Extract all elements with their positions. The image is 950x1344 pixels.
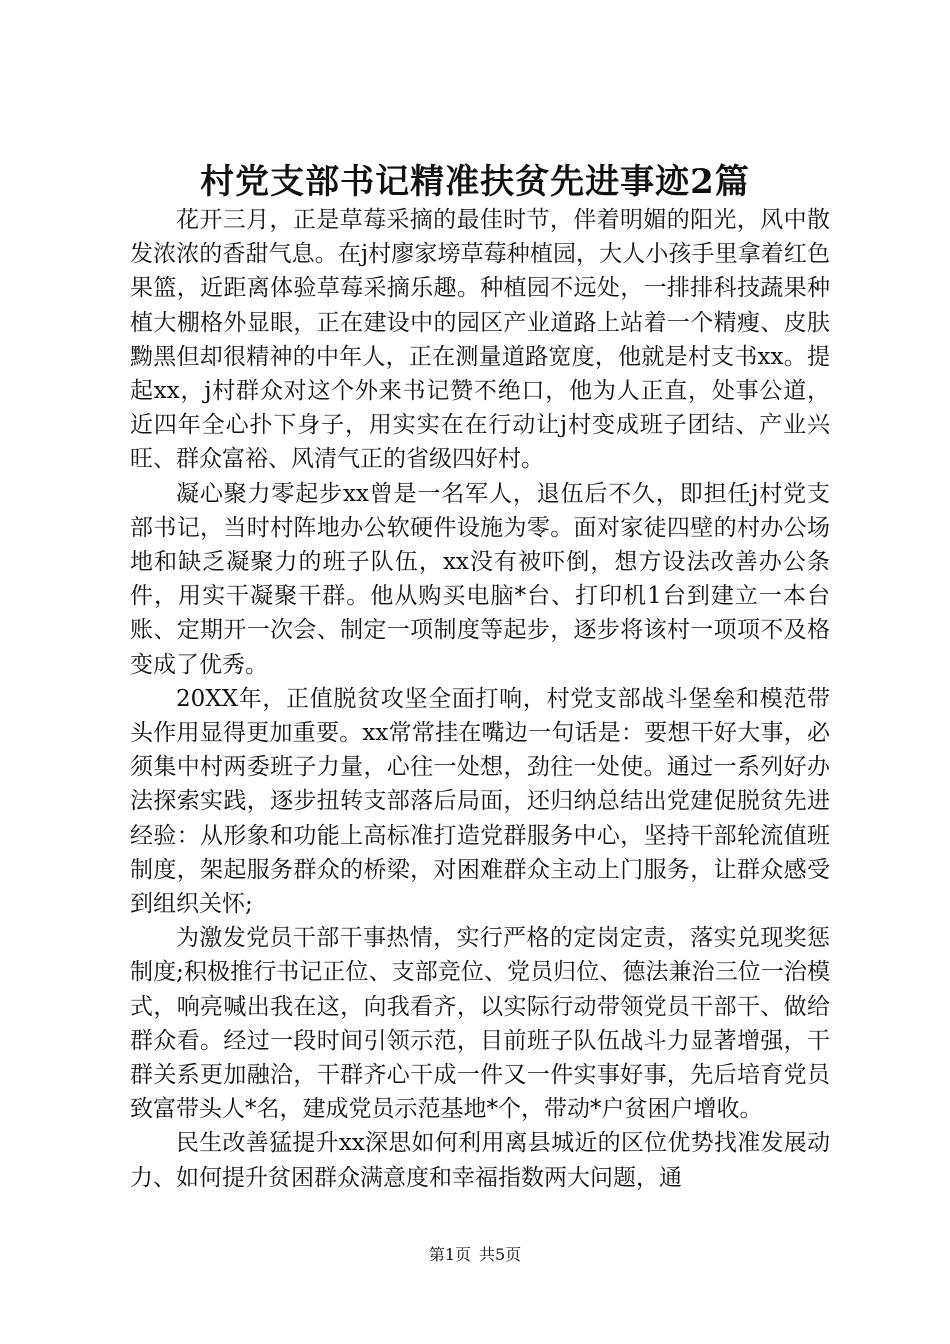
paragraph-1: 花开三月，正是草莓采摘的最佳时节，伴着明媚的阳光，风中散发浓浓的香甜气息。在j村廖家塝草莓种植园，大人小孩手里拿着红色果篮，近距离体验草莓采摘乐趣。种植园不远处，一排排科技蔬果种植大棚格外显眼，正在建设中的园区产业道路上站着一个精瘦、皮肤黝黑但却很精神的中年人，正在测量道路宽度，他就是村支书xx。提起xx，j村群众对这个外来书记赞不绝口，他为人正直，处事公道，近四年全心扑下身子，用实实在在行动让j村变成班子团结、产业兴旺、群众富裕、风清气正的省级四好村。 — [130, 207, 830, 473]
paragraph-4: 为激发党员干部干事热情，实行严格的定岗定责，落实兑现奖惩制度;积极推行书记正位、支部竞位、党员归位、德法兼治三位一治模式，响亮喊出我在这，向我看齐，以实际行动带领党员干部干、做给群众看。经过一段时间引领示范，目前班子队伍战斗力显著增强，干群关系更加融洽，干群齐心干成一件又一件实事好事，先后培育党员致富带头人*名，建成党员示范基地*个，带动*户贫困户增收。 — [130, 925, 830, 1123]
page-number-total: 共5页 — [479, 1245, 522, 1264]
paragraph-2: 凝心聚力零起步xx曾是一名军人，退伍后不久，即担任j村党支部书记，当时村阵地办公软硬件设施为零。面对家徒四壁的村办公场地和缺乏凝聚力的班子队伍，xx没有被吓倒，想方设法改善办公条件，用实干凝聚干群。他从购买电脑*台、打印机1台到建立一本台账、定期开一次会、制定一项制度等起步，逐步将该村一项项不及格变成了优秀。 — [130, 480, 830, 678]
document-title: 村党支部书记精准扶贫先进事迹2篇 — [200, 162, 750, 202]
page-number-current: 第1页 — [428, 1245, 471, 1264]
paragraph-3: 20XX年，正值脱贫攻坚全面打响，村党支部战斗堡垒和模范带头作用显得更加重要。xx常常挂在嘴边一句话是：要想干好大事，必须集中村两委班子力量，心往一处想，劲往一处使。通过一系列好办法探索实践，逐步扭转支部落后局面，还归纳总结出党建促脱贫先进经验：从形象和功能上高标准打造党群服务中心，坚持干部轮流值班制度，架起服务群众的桥梁，对困难群众主动上门服务，让群众感受到组织关怀; — [130, 685, 830, 918]
paragraph-5: 民生改善猛提升xx深思如何利用离县城近的区位优势找准发展动力、如何提升贫困群众满意度和幸福指数两大问题，通 — [130, 1130, 830, 1191]
document-body — [130, 203, 830, 1195]
page-footer — [0, 1243, 950, 1267]
